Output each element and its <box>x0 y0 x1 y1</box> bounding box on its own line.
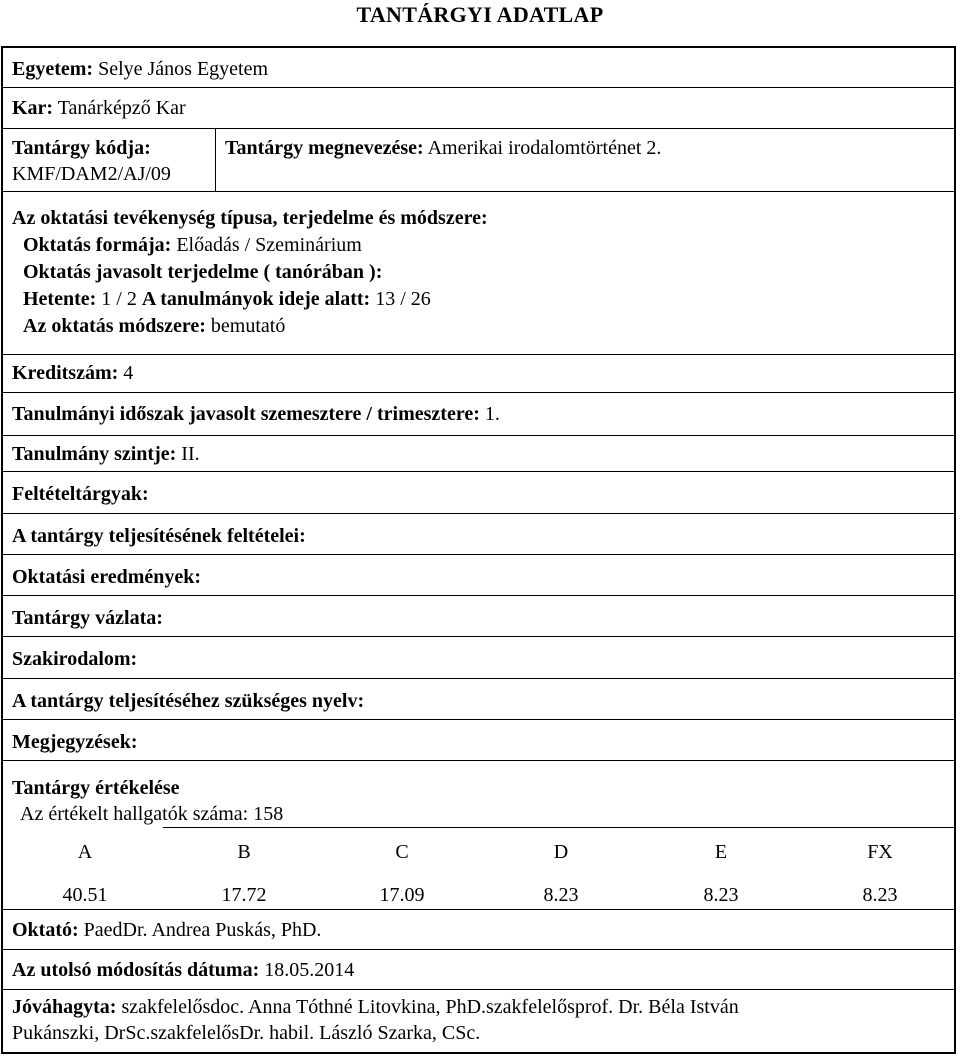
grade-header: D <box>553 841 569 863</box>
literature-row <box>3 637 954 679</box>
course-name-value: Amerikai irodalomtörténet 2. <box>427 137 662 159</box>
last-modified-label: Az utolsó módosítás dátuma: <box>12 959 260 981</box>
credits-value: 4 <box>123 362 134 384</box>
outcomes-label: Oktatási eredmények: <box>12 566 202 588</box>
approved-line1: szakfelelősdoc. Anna Tóthné Litovkina, PhD.szakfelelősprof. Dr. Béla István <box>121 996 739 1018</box>
faculty-label: Kar: <box>12 97 54 119</box>
grade-header: C <box>395 841 409 863</box>
outline-row <box>3 596 954 637</box>
lecturer-label: Oktató: <box>12 919 79 941</box>
university-label: Egyetem: <box>12 58 94 80</box>
prerequisites-label: Feltételtárgyak: <box>12 483 149 505</box>
last-modified-row <box>3 950 954 990</box>
grade-percentage: 8.23 <box>543 884 579 906</box>
level-row <box>3 436 954 472</box>
grade-percentage: 17.09 <box>379 884 425 906</box>
period-label: A tanulmányok ideje alatt: <box>141 288 371 310</box>
language-row <box>3 679 954 720</box>
faculty-value: Tanárképző Kar <box>57 97 186 119</box>
prerequisites-row <box>3 472 954 514</box>
students-count: Az értékelt hallgatók száma: 158 <box>20 803 284 825</box>
notes-label: Megjegyzések: <box>12 731 138 753</box>
approved-row <box>3 990 954 1052</box>
weekly-label: Hetente: <box>23 288 97 310</box>
approved-line2: Pukánszki, DrSc.szakfelelősDr. habil. László Szarka, CSc. <box>12 1022 481 1044</box>
lecturer-value: PaedDr. Andrea Puskás, PhD. <box>83 919 322 941</box>
faculty-row <box>3 88 954 129</box>
form-value: Előadás / Szeminárium <box>176 234 362 256</box>
credits-label: Kreditszám: <box>12 362 119 384</box>
activity-row <box>3 192 954 355</box>
grade-percentage: 40.51 <box>62 884 108 906</box>
level-label: Tanulmány szintje: <box>12 443 177 465</box>
grade-percentage: 17.72 <box>221 884 267 906</box>
period-value: 13 / 26 <box>375 288 431 310</box>
evaluation-heading: Tantárgy értékelése <box>12 777 180 799</box>
notes-row <box>3 720 954 761</box>
page-title: TANTÁRGYI ADATLAP <box>356 2 604 27</box>
course-datasheet <box>1 46 956 1054</box>
course-code-cell <box>3 129 216 191</box>
grade-percentage: 8.23 <box>862 884 898 906</box>
literature-label: Szakirodalom: <box>12 648 138 670</box>
method-label: Az oktatás módszere: <box>23 315 206 337</box>
grades-divider <box>163 827 954 828</box>
level-value: II. <box>181 443 200 465</box>
semester-value: 1. <box>484 403 500 425</box>
grade-header: E <box>714 841 728 863</box>
form-label: Oktatás formája: <box>23 234 172 256</box>
language-label: A tantárgy teljesítéséhez szükséges nyelv: <box>12 690 365 712</box>
course-code-row <box>3 129 954 192</box>
semester-row <box>3 393 954 436</box>
weekly-value: 1 / 2 <box>101 288 137 310</box>
grade-header: A <box>77 841 93 863</box>
university-value: Selye János Egyetem <box>98 58 269 80</box>
method-value: bemutató <box>210 315 286 337</box>
semester-label: Tanulmányi időszak javasolt szemesztere / trimesztere: <box>12 403 480 425</box>
scope-label: Oktatás javasolt terjedelme ( tanórában ): <box>23 261 383 283</box>
conditions-row <box>3 514 954 555</box>
grade-header: B <box>237 841 251 863</box>
course-name-label: Tantárgy megnevezése: <box>225 137 424 159</box>
evaluation-row <box>3 761 954 910</box>
lecturer-row <box>3 910 954 950</box>
outcomes-row <box>3 555 954 596</box>
grade-percentage: 8.23 <box>703 884 739 906</box>
grade-header: FX <box>867 841 893 863</box>
conditions-label: A tantárgy teljesítésének feltételei: <box>12 525 306 547</box>
approved-label: Jóváhagyta: <box>12 996 117 1018</box>
outline-label: Tantárgy vázlata: <box>12 607 163 629</box>
course-code-label: Tantárgy kódja: <box>12 137 151 159</box>
activity-heading: Az oktatási tevékenység típusa, terjedelme és módszere: <box>12 207 488 229</box>
university-row <box>3 48 954 88</box>
credits-row <box>3 355 954 393</box>
course-code-value: KMF/DAM2/AJ/09 <box>12 163 171 185</box>
last-modified-value: 18.05.2014 <box>264 959 355 981</box>
